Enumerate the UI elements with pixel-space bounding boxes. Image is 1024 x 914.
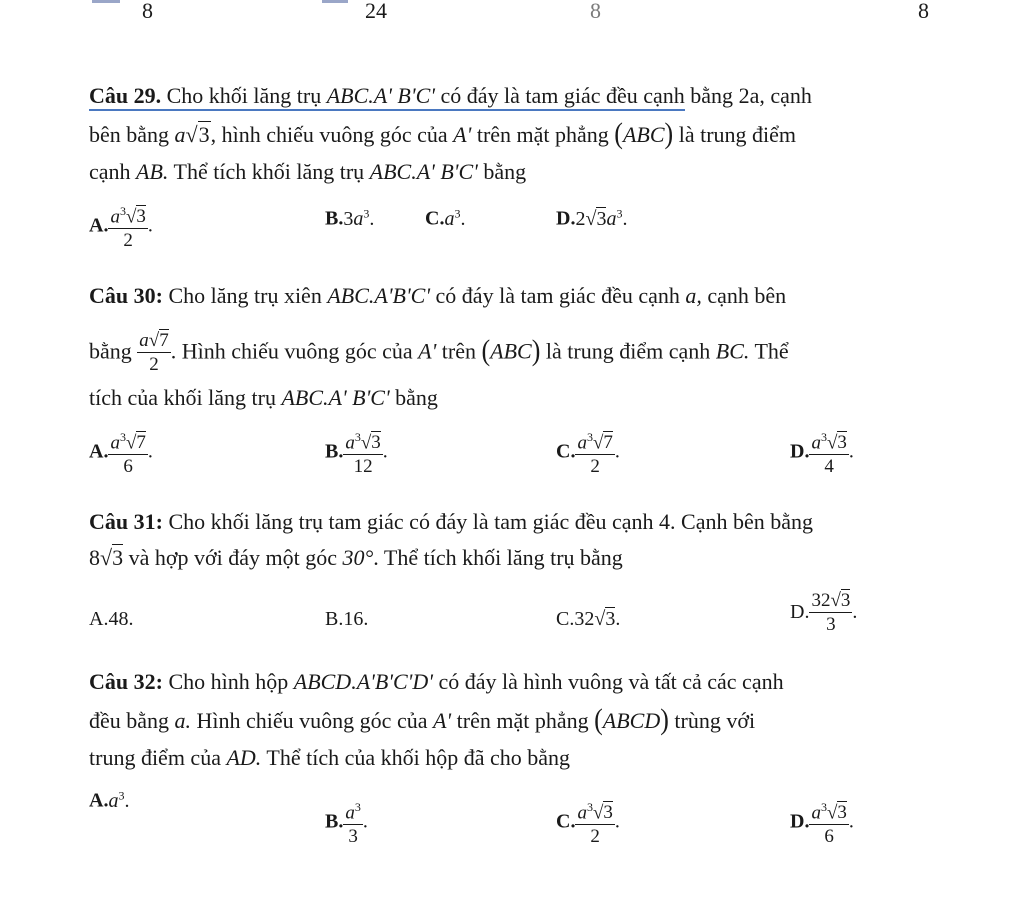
top-number-4: 8 [918,0,929,23]
q30-line-3: tích của khối lăng trụ ABC.A' B'C' bằng [89,385,438,410]
q32-line-2: đều bằng a. Hình chiếu vuông góc của A' trên mặt phẳng (ABCD) trùng với [89,702,756,737]
q29-line-2: bên bằng a√3, hình chiếu vuông góc của A' trên mặt phẳng (ABC) là trung điểm [89,116,797,151]
q32-line-1: Câu 32: Cho hình hộp ABCD.A'B'C'D' có đáy là hình vuông và tất cả các cạnh [89,669,784,694]
q32-line-3: trung điểm của AD. Thể tích của khối hộp đã cho bằng [89,745,571,770]
top-bar-left [92,0,120,3]
q30-fraction: $\frac{a√7}{2}$ [139,330,169,375]
q31-line-1: Câu 31: Cho khối lăng trụ tam giác có đáy là tam giác đều cạnh 4. Cạnh bên bằng [89,509,813,534]
q32-option-a[interactable]: $A.a^3$. [89,788,130,812]
q30-line-2: bằng $\frac{a√7}{2}$ . Hình chiếu vuông góc của A' trên (ABC) là trung điểm cạnh BC. Thể [89,330,789,375]
q31-line-2: 8√3 và hợp với đáy một góc 30°. Thể tích khối lăng trụ bằng [89,545,623,570]
q31-option-b[interactable]: B.16. [325,608,369,630]
q31-sqrt: 8√3 [89,545,124,570]
top-bar-mid [322,0,348,3]
q29-option-b[interactable]: $B.3a^3$. [325,206,375,230]
top-number-2: 24 [365,0,387,23]
q30-option-d[interactable]: D. $\frac{a^3√3}{4}$ . [790,426,854,479]
q32-label: Câu 32: [89,669,163,694]
q29-sqrt: a√3 [174,122,210,147]
q31-label: Câu 31: [89,509,163,534]
q29-line-3: cạnh AB. Thể tích khối lăng trụ ABC.A' B'C' bằng [89,159,527,184]
q32-option-d[interactable]: D. $\frac{a^3√3}{6}$ . [790,796,854,849]
top-number-3: 8 [590,0,601,23]
q29-option-c[interactable]: $C.a^3$. [425,206,466,230]
q31-option-c[interactable]: C.32√3. [556,608,621,630]
q30-label: Câu 30: [89,283,163,308]
q30-option-a[interactable]: A. $\frac{a^3√7}{6}$ . [89,426,153,479]
q29-line-1: Câu 29. Cho khối lăng trụ ABC.A' B'C' có đáy là tam giác đều cạnh bằng 2a, cạnh [89,82,812,110]
q30-option-c[interactable]: C. $\frac{a^3√7}{2}$ . [556,426,620,479]
q30-line-1: Câu 30: Cho lăng trụ xiên ABC.A'B'C' có đáy là tam giác đều cạnh a, cạnh bên [89,283,787,308]
q29-option-d[interactable]: $D.2√3a^3$. [556,206,628,230]
q32-option-b[interactable]: B. $\frac{a^3}{3}$ . [325,796,368,849]
q31-option-a[interactable]: A.48. [89,608,134,630]
q29-label: Câu 29. [89,83,162,108]
q30-option-b[interactable]: B. $\frac{a^3√3}{12}$ . [325,426,388,479]
q31-option-d[interactable]: D. $\frac{32√3}{3}$ . [790,590,858,635]
top-number-1: 8 [142,0,153,23]
q29-underlined: Câu 29. Cho khối lăng trụ ABC.A' B'C' có đáy là tam giác đều cạnh [89,83,685,111]
q29-option-a[interactable]: A. $\frac{a^3√3}{2}$ . [89,200,153,253]
q32-option-c[interactable]: C. $\frac{a^3√3}{2}$ . [556,796,620,849]
